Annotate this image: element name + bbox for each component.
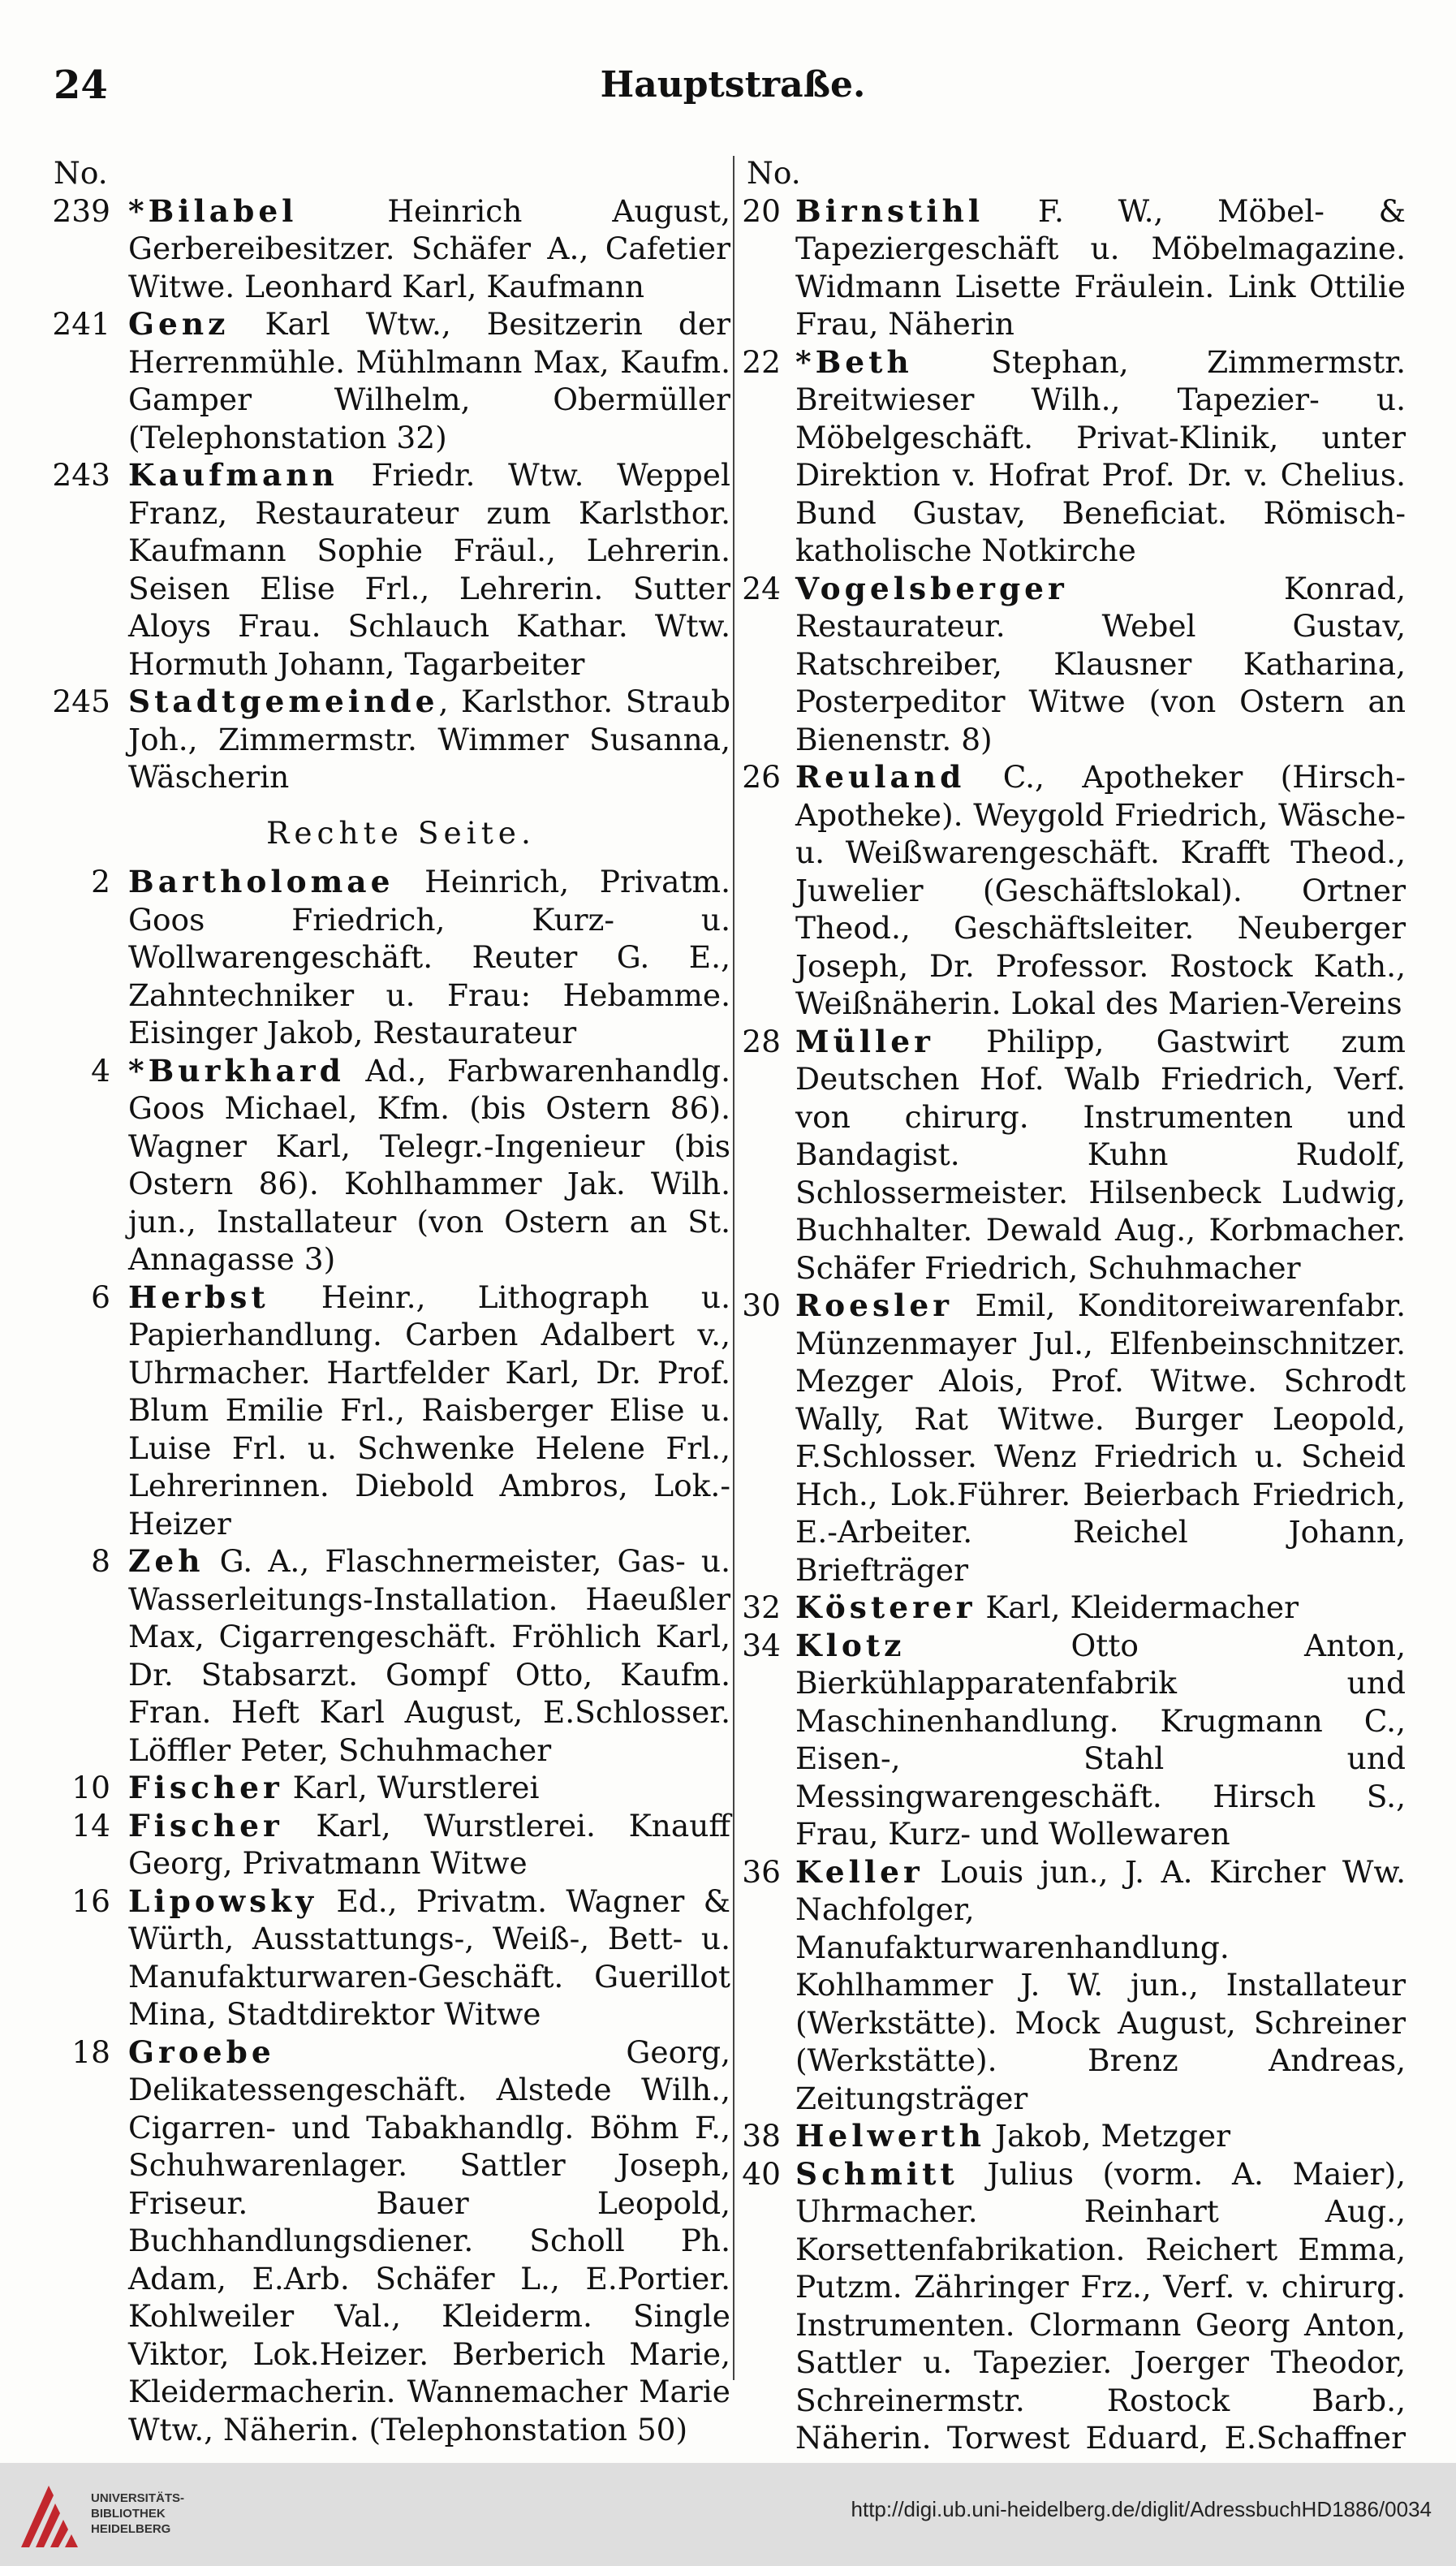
directory-entry <box>47 1052 730 1279</box>
owner-name: Fischer <box>128 1770 283 1805</box>
entry-residents: G. A., Flaschnermeister, Gas- u. Wasserleitungs-Installation. Haeußler Max, Cigarrengeschäft. Fröhlich Karl, Dr. Stabsarzt. Gompf Otto, Kaufm. Fran. Heft Karl August, E.Schlosser. Löffler Peter, Schuhmacher <box>128 1543 730 1768</box>
entry-residents: C., Apotheker (Hirsch-Apotheke). Weygold Friedrich, Wäsche- u. Weißwarengeschäft. Krafft Theod., Juwelier (Geschäftslokal). Ortner Theod., Geschäftsleiter. Neuberger Joseph, Dr. Professor. Rostock Kath., Weißnäherin. Lokal des Marien-Vereins <box>795 759 1406 1021</box>
directory-entry <box>47 1279 730 1543</box>
left-entries-top <box>47 192 730 796</box>
directory-entry <box>47 1769 730 1807</box>
owner-name: Stadtgemeinde <box>128 684 439 719</box>
entry-residents: Heinrich August, Gerbereibesitzer. Schäfer A., Cafetier Witwe. Leonhard Karl, Kaufmann <box>128 192 730 304</box>
entry-residents: Louis jun., J. A. Kircher Ww. Nachfolger, Manufakturwarenhandlung. Kohlhammer J. W. jun., Installateur (Werkstätte). Mock August, Schreiner (Werkstätte). Brenz Andreas, Zeitungsträger <box>795 1853 1406 2116</box>
directory-entry <box>47 2033 730 2449</box>
house-number: 26 <box>742 759 781 795</box>
house-number: 4 <box>91 1052 110 1089</box>
entry-residents: Stephan, Zimmermstr. Breitwieser Wilh., Tapezier- u. Möbelgeschäft. Privat-Klinik, unter Direktion v. Hofrat Prof. Dr. v. Chelius. Bund Gustav, Beneficiat. Römisch-katholische Notkirche <box>795 343 1406 568</box>
directory-entry <box>47 1542 730 1769</box>
owner-name: Zeh <box>128 1543 205 1579</box>
entry-residents: Konrad, Restaurateur. Webel Gustav, Ratschreiber, Klausner Katharina, Posterpeditor Witwe (von Ostern an Bienenstr. 8) <box>795 570 1406 757</box>
entry-residents: Heinr., Lithograph u. Papierhandlung. Carben Adalbert v., Uhrmacher. Hartfelder Karl, Dr. Prof. Blum Emilie Frl., Raisberger Elise u. Luise Frl. u. Schwenke Helene Frl., Lehrerinnen. Diebold Ambros, Lok.-Heizer <box>128 1279 730 1542</box>
left-column-header <box>47 154 730 192</box>
owner-name: Herbst <box>128 1279 269 1315</box>
entry-residents: Otto Anton, Bierkühlapparatenfabrik und Maschinenhandlung. Krugmann C., Eisen-, Stahl und Messingwarengeschäft. Hirsch S., Frau, Kurz- und Wollewaren <box>795 1627 1406 1852</box>
directory-entry <box>740 758 1406 1023</box>
owner-name: Birnstihl <box>795 192 984 229</box>
owner-name: Roesler <box>795 1287 954 1323</box>
directory-entry <box>740 570 1406 759</box>
directory-entry <box>740 1627 1406 1853</box>
owner-name: Schmitt <box>795 2155 958 2192</box>
house-number: 30 <box>742 1287 781 1323</box>
ub-heidelberg-logo-icon <box>16 2479 83 2552</box>
house-number: 243 <box>52 457 110 493</box>
owner-name: Helwerth <box>795 2118 986 2154</box>
directory-entry <box>47 683 730 796</box>
entry-residents: Ad., Farbwarenhandlg. Goos Michael, Kfm. (bis Ostern 86). Wagner Karl, Telegr.-Ingenieur (bis Ostern 86). Kohlhammer Jak. Wilh. jun., Installateur (von Ostern an St. Annagasse 3) <box>128 1052 730 1277</box>
footer-bar <box>0 2463 1456 2566</box>
owner-name: *Beth <box>795 343 913 380</box>
library-name-line: BIBLIOTHEK <box>91 2507 166 2521</box>
owner-name: Kaufmann <box>128 457 338 493</box>
owner-name: Bartholomae <box>128 864 394 899</box>
entry-residents: Karl, Wurstlerei. Knauff Georg, Privatmann Witwe <box>128 1807 730 1881</box>
owner-name: Fischer <box>128 1807 283 1844</box>
entry-residents: Heinrich, Privatm. Goos Friedrich, Kurz- u. Wollwarengeschäft. Reuter G. E., Zahntechniker u. Frau: Hebamme. Eisinger Jakob, Restaurateur <box>128 864 730 1050</box>
owner-name: Müller <box>795 1023 934 1059</box>
directory-entry <box>47 863 730 1052</box>
entry-residents: Karl, Kleidermacher <box>976 1589 1299 1625</box>
house-number: 20 <box>742 192 781 229</box>
entry-residents: Jakob, Metzger <box>985 2118 1231 2154</box>
running-title: Hauptstraße. <box>600 64 866 106</box>
house-number: 10 <box>71 1770 110 1805</box>
number-column-label: No. <box>54 155 108 191</box>
house-number: 34 <box>742 1627 781 1663</box>
owner-name: Genz <box>128 306 230 342</box>
directory-entry <box>740 1023 1406 1287</box>
column-divider <box>733 156 734 2380</box>
owner-name: *Burkhard <box>128 1052 345 1089</box>
house-number: 241 <box>52 306 110 342</box>
directory-entry <box>740 1589 1406 1627</box>
directory-entry <box>47 305 730 456</box>
left-entries-bottom <box>47 863 730 2448</box>
owner-name: Klotz <box>795 1627 906 1663</box>
right-column-header <box>740 154 1406 192</box>
library-name-line: HEIDELBERG <box>91 2522 171 2536</box>
owner-name: Kösterer <box>795 1589 976 1625</box>
page-number: 24 <box>54 63 108 108</box>
entry-residents: F. W., Möbel- & Tapeziergeschäft u. Möbelmagazine. Widmann Lisette Fräulein. Link Ottilie Frau, Näherin <box>795 192 1406 342</box>
house-number: 40 <box>742 2155 781 2192</box>
owner-name: Groebe <box>128 2033 275 2070</box>
house-number: 6 <box>91 1279 110 1315</box>
entry-residents: Philipp, Gastwirt zum Deutschen Hof. Walb Friedrich, Verf. von chirurg. Instrumenten und Bandagist. Kuhn Rudolf, Schlossermeister. Hilsenbeck Ludwig, Buchhalter. Dewald Aug., Korbmacher. Schäfer Friedrich, Schuhmacher <box>795 1023 1406 1286</box>
number-column-label: No. <box>747 155 801 191</box>
house-number: 18 <box>71 2033 110 2070</box>
library-name-line: UNIVERSITÄTS- <box>91 2491 185 2505</box>
directory-entry <box>47 456 730 683</box>
section-heading: Rechte Seite. <box>266 814 536 851</box>
directory-entry <box>47 1807 730 1882</box>
owner-name: Vogelsberger <box>795 570 1068 606</box>
directory-entry <box>740 2155 1406 2495</box>
house-number: 245 <box>52 684 110 719</box>
library-name <box>91 2491 184 2537</box>
owner-name: *Bilabel <box>128 192 298 229</box>
directory-entry <box>740 192 1406 343</box>
entry-residents: Ed., Privatm. Wagner & Würth, Ausstattungs-, Weiß-, Bett- u. Manufakturwaren-Geschäft. Guerillot Mina, Stadtdirektor Witwe <box>128 1882 730 2032</box>
entry-residents: Karl Wtw., Besitzerin der Herrenmühle. Mühlmann Max, Kaufm. Gamper Wilhelm, Obermüller (Telephonstation 32) <box>128 306 730 455</box>
entry-residents: Emil, Konditoreiwarenfabr. Münzenmayer Jul., Elfenbeinschnitzer. Mezger Alois, Prof. Witwe. Schrodt Wally, Rat Witwe. Burger Leopold, F.Schlosser. Wenz Friedrich u. Scheid Hch., Lok.Führer. Beierbach Friedrich, E.-Arbeiter. Reichel Johann, Briefträger <box>795 1287 1406 1588</box>
entry-residents: Friedr. Wtw. Weppel Franz, Restaurateur zum Karlsthor. Kaufmann Sophie Fräul., Lehrerin. Seisen Elise Frl., Lehrerin. Sutter Aloys Frau. Schlauch Kathar. Wtw. Hormuth Johann, Tagarbeiter <box>128 457 730 682</box>
directory-entry <box>740 1287 1406 1589</box>
house-number: 14 <box>71 1807 110 1844</box>
directory-entry <box>740 2117 1406 2155</box>
directory-entry <box>740 1853 1406 2118</box>
house-number: 16 <box>71 1882 110 1919</box>
house-number: 38 <box>742 2118 781 2154</box>
directory-entry <box>740 343 1406 570</box>
house-number: 24 <box>742 570 781 606</box>
library-logo[interactable] <box>16 2479 203 2552</box>
left-column <box>47 154 730 2448</box>
house-number: 28 <box>742 1023 781 1059</box>
house-number: 8 <box>91 1543 110 1579</box>
directory-entry <box>47 1882 730 2033</box>
owner-name: Reuland <box>795 759 966 795</box>
owner-name: Keller <box>795 1853 924 1890</box>
house-number: 32 <box>742 1589 781 1625</box>
directory-entry <box>47 192 730 306</box>
house-number: 2 <box>91 864 110 899</box>
entry-residents: Julius (vorm. A. Maier), Uhrmacher. Reinhart Aug., Korsettenfabrikation. Reichert Emma, Putzm. Zähringer Frz., Verf. v. chirurg. Instrumenten. Clormann Georg Anton, Sattler u. Tapezier. Joerger Theodor, Schreinermstr. Rostock Barb., Näherin. Torwest Eduard, E.Schaffner <box>795 2155 1406 2456</box>
house-number: 22 <box>742 343 781 380</box>
right-column <box>740 154 1406 2495</box>
entry-residents: , Karlsthor. Straub Joh., Zimmermstr. Wimmer Susanna, Wäscherin <box>128 684 730 795</box>
page-header <box>47 57 1419 114</box>
source-url[interactable]: http://digi.ub.uni-heidelberg.de/diglit/AdressbuchHD1886/0034 <box>851 2497 1432 2521</box>
entry-residents: Karl, Wurstlerei <box>282 1770 540 1805</box>
right-entries <box>740 192 1406 2495</box>
house-number: 36 <box>742 1853 781 1890</box>
owner-name: Lipowsky <box>128 1882 318 1919</box>
entry-residents: Georg, Delikatessengeschäft. Alstede Wilh., Cigarren- und Tabakhandlg. Böhm F., Schuhwarenlager. Sattler Joseph, Friseur. Bauer Leopold, Buchhandlungsdiener. Scholl Ph. Adam, E.Arb. Schäfer L., E.Portier. Kohlweiler Val., Kleiderm. Single Viktor, Lok.Heizer. Berberich Marie, Kleidermacherin. Wannemacher Marie Wtw., Näherin. (Telephonstation 50) <box>128 2033 730 2447</box>
house-number: 239 <box>52 192 110 229</box>
